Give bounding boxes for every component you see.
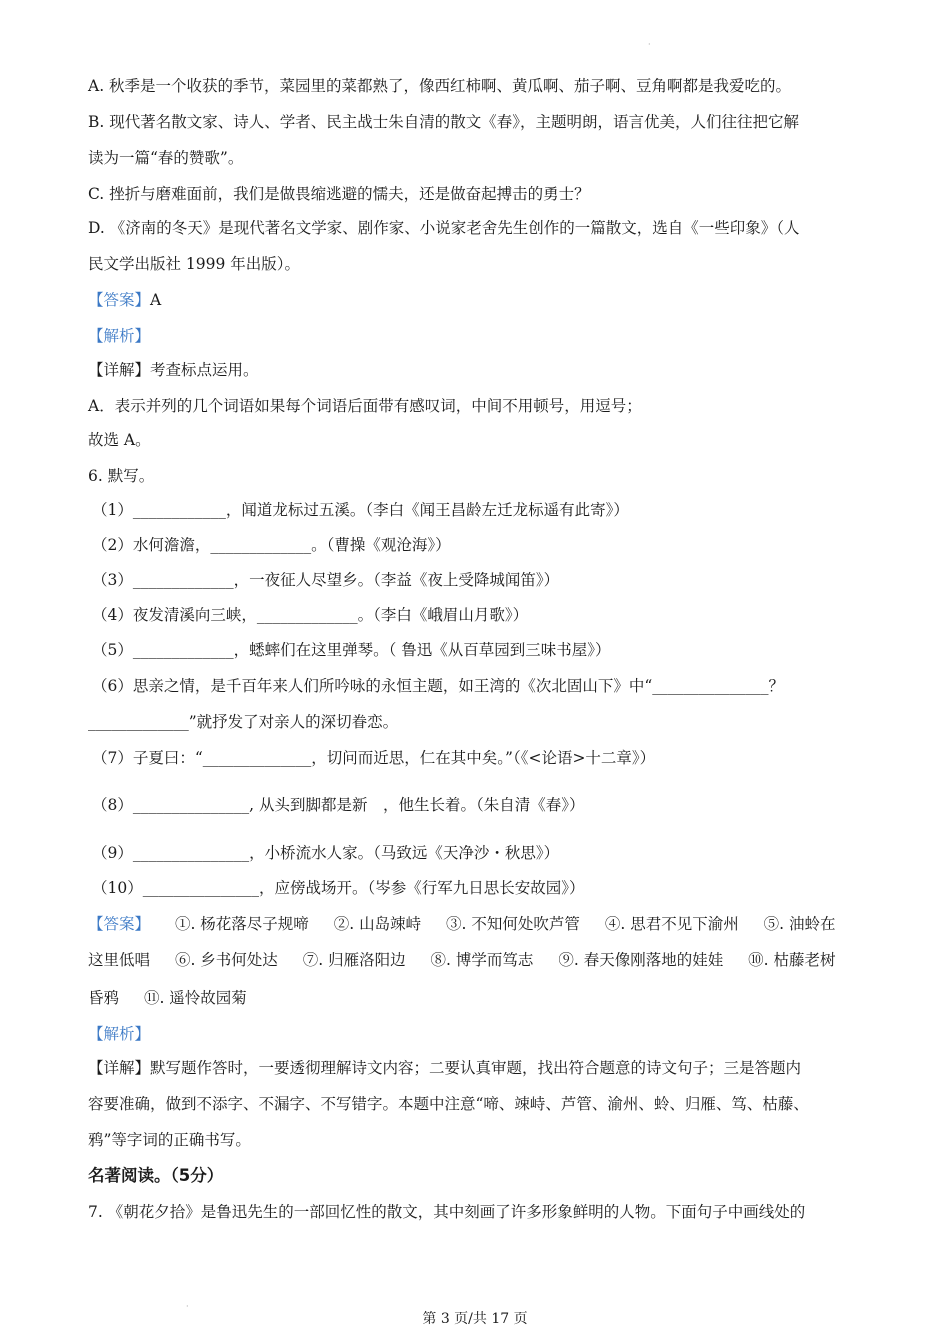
- q6-answers-line3: [88, 988, 868, 1008]
- detail-tag: 【详解】: [88, 1059, 151, 1077]
- q6-answers-line2: [88, 950, 868, 970]
- q6-item-6-line2: _____________”就抒发了对亲人的深切眷恋。: [88, 713, 399, 731]
- q6-item-10: （10）_______________，应傍战场开。（岑参《行军九日思长安故园》）: [92, 879, 585, 897]
- detail-text: 默写题作答时，一要透彻理解诗文内容；二要认真审题，找出符合题意的诗文句子；三是答题内: [150, 1059, 802, 1077]
- q6-item-8: （8）_______________, 从头到脚都是新 ，他生长着。（朱自清《春》）: [92, 796, 585, 814]
- q5-answer: [88, 290, 868, 310]
- q6-item-2: （2）水何澹澹，_____________。（曹操《观沧海》）: [92, 536, 451, 554]
- q6-detail-line2: 容要准确，做到不添字、不漏字、不写错字。本题中注意“啼、竦峙、芦管、渝州、蛉、归雁、笃、枯藤、: [88, 1095, 809, 1113]
- answer-item: ⑤. 油蛉在: [763, 915, 836, 933]
- scan-dot: ·: [648, 40, 651, 49]
- q6-item-4: （4）夜发清溪向三峡，_____________。（李白《峨眉山月歌》）: [92, 606, 529, 624]
- detail-text: 考查标点运用。: [150, 361, 259, 379]
- q7-text: 7. 《朝花夕拾》是鲁迅先生的一部回忆性的散文，其中刻画了许多形象鲜明的人物。下面句子中画线处的: [88, 1203, 806, 1221]
- q6-item-3: （3）_____________，一夜征人尽望乡。（李益《夜上受降城闻笛》）: [92, 571, 560, 589]
- q6-item-6-line1: （6）思亲之情，是千百年来人们所吟咏的永恒主题，如王湾的《次北固山下》中“_______________？: [92, 677, 785, 695]
- section-heading: 名著阅读。（5分）: [88, 1166, 224, 1185]
- answer-item: ③. 不知何处吹芦管: [446, 915, 580, 933]
- q5-detail: [88, 360, 868, 380]
- option-d-line1: D. 《济南的冬天》是现代著名文学家、剧作家、小说家老舍先生创作的一篇散文，选自《一些印象》（人: [88, 219, 800, 237]
- q6-answers-line1: [88, 914, 868, 934]
- q6-analysis-tag: 【解析】: [88, 1025, 151, 1043]
- option-b-line2: 读为一篇“春的赞歌”。: [88, 149, 244, 167]
- q6-item-1: （1）____________，闻道龙标过五溪。（李白《闻王昌龄左迁龙标遥有此寄》）: [92, 501, 629, 519]
- answer-item: ⑩. 枯藤老树: [748, 951, 836, 969]
- answer-tag: 【答案】: [88, 915, 151, 933]
- option-d-line2: 民文学出版社 1999 年出版）。: [88, 255, 301, 273]
- option-c: C. 挫折与磨难面前，我们是做畏缩逃避的懦夫，还是做奋起搏击的勇士？: [88, 185, 590, 203]
- answer-item: 昏鸦: [88, 989, 120, 1007]
- answer-item: ①. 杨花落尽子规啼: [174, 915, 309, 933]
- answer-tag: 【答案】: [88, 291, 151, 309]
- option-a: A. 秋季是一个收获的季节，菜园里的菜都熟了，像西红柿啊、黄瓜啊、茄子啊、豆角啊都是我爱吃的。: [88, 77, 792, 95]
- detail-tag: 【详解】: [88, 361, 151, 379]
- answer-item: ⑥. 乡书何处达: [174, 951, 278, 969]
- answer-item: ⑨. 春天像刚落地的娃娃: [558, 951, 724, 969]
- q5-choice: 故选 A。: [88, 431, 151, 449]
- answer-item: ④. 思君不见下渝州: [604, 915, 739, 933]
- q6-detail-line3: 鸦”等字词的正确书写。: [88, 1131, 251, 1149]
- answer-item: ⑦. 归雁洛阳边: [302, 951, 406, 969]
- q5-explain: A．表示并列的几个词语如果每个词语后面带有感叹词，中间不用顿号，用逗号；: [88, 397, 642, 415]
- q5-analysis-tag: 【解析】: [88, 327, 151, 345]
- q6-title: 6. 默写。: [88, 467, 155, 485]
- answer-item: ⑪. 遥怜故园菊: [143, 989, 247, 1007]
- answer-item: ②. 山岛竦峙: [333, 915, 422, 933]
- q6-detail-line1: [88, 1058, 868, 1078]
- answer-item: ⑧. 博学而笃志: [430, 951, 534, 969]
- q6-item-5: （5）_____________，蟋蟀们在这里弹琴。（ 鲁迅《从百草园到三味书屋》）: [92, 641, 611, 659]
- option-b-line1: B. 现代著名散文家、诗人、学者、民主战士朱自清的散文《春》，主题明朗，语言优美，人们往往把它解: [88, 113, 799, 131]
- answer-item: 这里低唱: [88, 951, 151, 969]
- answer-value: A: [150, 291, 162, 309]
- page-footer: 第 3 页/共 17 页: [422, 1311, 528, 1327]
- scan-dot: ·: [186, 1302, 189, 1311]
- q6-item-7: （7）子夏曰：“______________，切问而近思，仁在其中矣。”（《<论语>十二章》）: [92, 749, 656, 767]
- q6-item-9: （9）_______________，小桥流水人家。（马致远《天净沙・秋思》）: [92, 844, 560, 862]
